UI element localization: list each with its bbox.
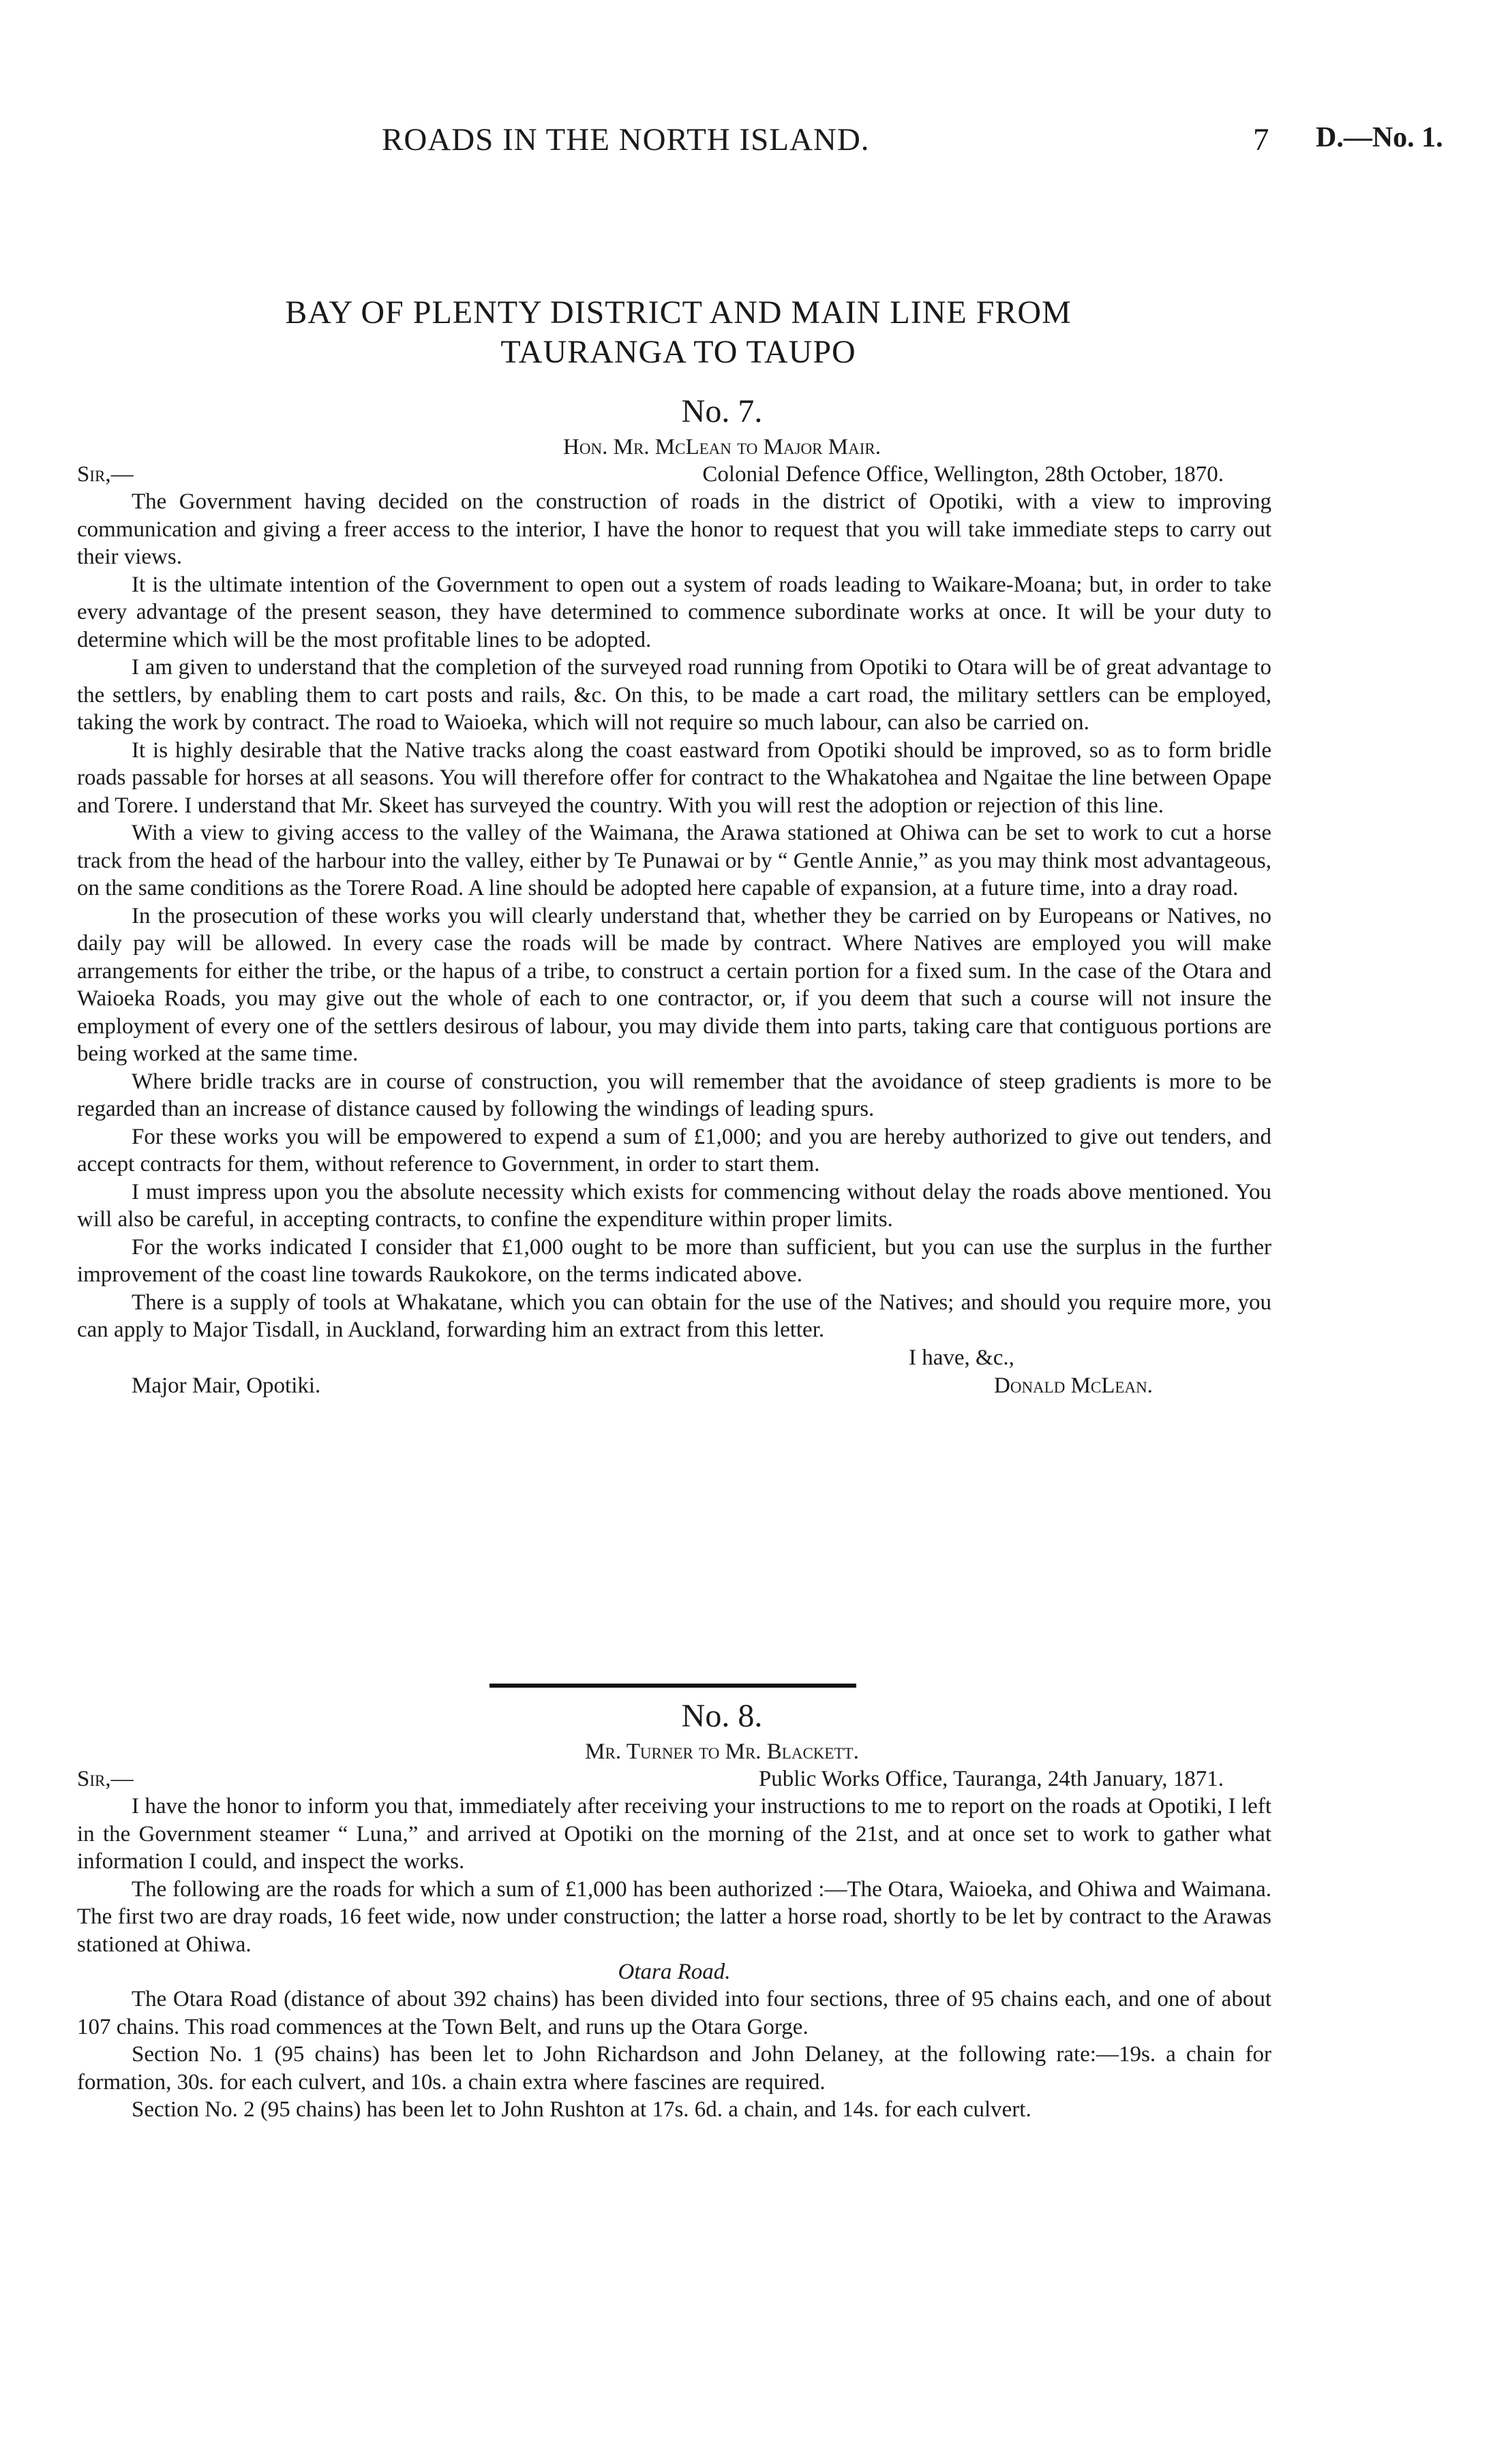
paragraph: I am given to understand that the completion of the surveyed road running from Opotiki to Otara will be of great advantage to the settlers, by enabling them to cart posts and rails, &c. On this, to be made a cart road, the military settlers can be employed, taking the work by contract. The road to Waioeka, which will not require so much labour, can also be carried on. xyxy=(77,655,1271,735)
dateline: Public Works Office, Tauranga, 24th January, 1871. xyxy=(758,1767,1224,1791)
subheading: Otara Road. xyxy=(618,1960,731,1984)
paragraph: The Government having decided on the construction of roads in the district of Opotiki, with a view to improving communication and giving a freer access to the interior, I have the honor to request that you will take immediate steps to carry out their views. xyxy=(77,489,1271,569)
page-number: 7 xyxy=(1253,122,1269,157)
paragraph: For the works indicated I consider that £1,000 ought to be more than sufficient, but you can use the surplus in the further improvement of the coast line towards Raukokore, on the terms indicated above. xyxy=(77,1234,1271,1287)
salutation-row xyxy=(77,1765,1271,1793)
letter-from-to: Hon. Mr. McLean to Major Mair. xyxy=(563,435,881,459)
paragraph: It is the ultimate intention of the Government to open out a system of roads leading to Waikare-Moana; but, in order to take every advantage of the present season, they have determined to commence subordinate works at once. It will be your duty to determine which will be the most profitable lines to be adopted. xyxy=(77,572,1271,652)
document-reference: D.—No. 1. xyxy=(1316,122,1443,153)
paragraph: For these works you will be empowered to expend a sum of £1,000; and you are hereby authorized to give out tenders, and accept contracts for them, without reference to Government, in order to start them. xyxy=(77,1124,1271,1176)
letter-closing xyxy=(77,1344,1271,1400)
paragraph: With a view to giving access to the valley of the Waimana, the Arawa stationed at Ohiwa can be set to work to cut a horse track from the head of the harbour into the valley, either by Te Punawai or by “ Gentle Annie,” as you may think most advantageous, on the same conditions as the Torere Road. A line should be adopted here capable of expansion, at a future time, into a dray road. xyxy=(77,821,1271,900)
salutation: Sir,— xyxy=(77,1767,134,1791)
letter-number: No. 8. xyxy=(681,1698,763,1734)
paragraph: In the prosecution of these works you will clearly understand that, whether they be carried on by Europeans or Natives, no daily pay will be allowed. In every case the roads will be made by contract. Where Natives are employed you will make arrangements for either the tribe, or the hapus of a tribe, to construct a certain portion for a fixed sum. In the case of the Otara and Waioeka Roads, you may give out the whole of each to one contractor, or, if you deem that such a course will not insure the employment of every one of the settlers desirous of labour, you may divide them into parts, taking care that contiguous portions are being worked at the same time. xyxy=(77,903,1271,1066)
dateline: Colonial Defence Office, Wellington, 28th October, 1870. xyxy=(702,462,1224,487)
section-divider-rule xyxy=(489,1684,856,1688)
paragraph: Section No. 1 (95 chains) has been let to John Richardson and John Delaney, at the following rate:—19s. a chain for formation, 30s. for each culvert, and 10s. a chain extra where fascines are required. xyxy=(77,2042,1271,2095)
letter-no-8 xyxy=(77,1694,1271,2124)
addressee: Major Mair, Opotiki. xyxy=(132,1373,321,1398)
salutation: Sir,— xyxy=(77,462,134,487)
salutation-row xyxy=(77,461,1271,488)
paragraph: I have the honor to inform you that, immediately after receiving your instructions to me to report on the roads at Opotiki, I left in the Government steamer “ Luna,” and arrived at Opotiki on the morning of the 21st, and at once set to work to gather what information I could, and inspect the works. xyxy=(77,1794,1271,1874)
paragraph: Where bridle tracks are in course of construction, you will remember that the avoidance of steep gradients is more to be regarded than an increase of distance caused by following the windings of leading spurs. xyxy=(77,1069,1271,1121)
section-heading-line-2: TAURANGA TO TAUPO xyxy=(500,334,856,370)
paragraph: It is highly desirable that the Native tracks along the coast eastward from Opotiki should be improved, so as to form bridle roads passable for horses at all seasons. You will therefore offer for contract to the Whakatohea and Ngaitae the line between Opape and Torere. I understand that Mr. Skeet has surveyed the country. With you will rest the adoption or rejection of this line. xyxy=(77,737,1271,818)
paragraph: I must impress upon you the absolute necessity which exists for commencing without delay the roads above mentioned. You will also be careful, in accepting contracts, to confine the expenditure within proper limits. xyxy=(77,1179,1271,1232)
letter-no-7 xyxy=(77,390,1271,1400)
paragraph: The following are the roads for which a sum of £1,000 has been authorized :—The Otara, Waioeka, and Ohiwa and Waimana. The first two are dray roads, 16 feet wide, now under construction; the latter a horse road, shortly to be let by contract to the Arawas stationed at Ohiwa. xyxy=(77,1876,1271,1957)
paragraph: There is a supply of tools at Whakatane, which you can obtain for the use of the Natives; and should you require more, you can apply to Major Tisdall, in Auckland, forwarding him an extract from this letter. xyxy=(77,1290,1271,1342)
running-header xyxy=(0,121,1508,162)
closing-phrase: I have, &c., xyxy=(909,1345,1014,1370)
signature: Donald McLean. xyxy=(994,1373,1153,1398)
letter-number: No. 7. xyxy=(681,393,763,429)
letter-from-to: Mr. Turner to Mr. Blackett. xyxy=(585,1739,859,1764)
section-heading-line-1: BAY OF PLENTY DISTRICT AND MAIN LINE FROM xyxy=(285,294,1072,331)
paragraph: The Otara Road (distance of about 392 chains) has been divided into four sections, three of 95 chains each, and one of about 107 chains. This road commences at the Town Belt, and runs up the Otara Gorge. xyxy=(77,1987,1271,2039)
section-heading xyxy=(0,293,1357,372)
paragraph: Section No. 2 (95 chains) has been let to John Rushton at 17s. 6d. a chain, and 14s. for each culvert. xyxy=(132,2097,1031,2122)
running-title: ROADS IN THE NORTH ISLAND. xyxy=(382,122,870,157)
